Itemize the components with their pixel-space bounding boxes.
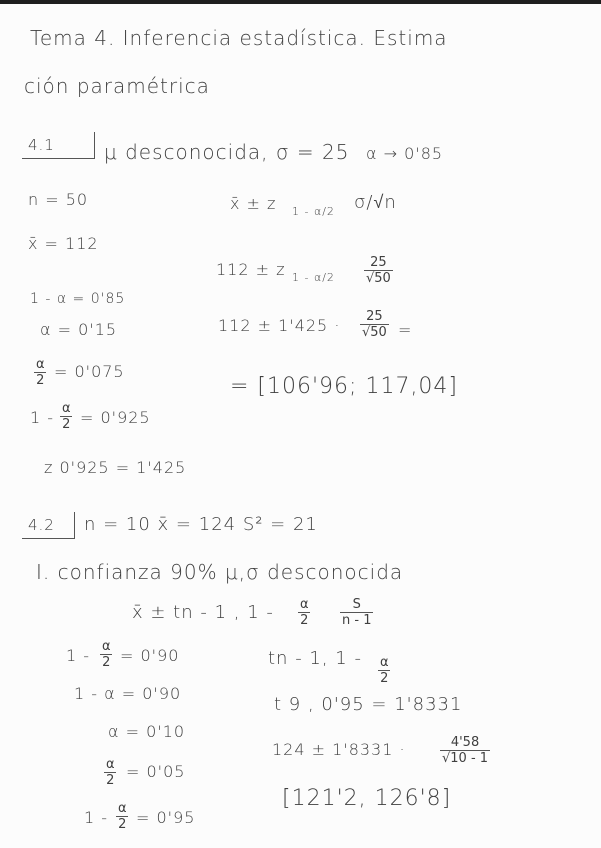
- ex42-one-minus-alpha: 1 - α = 0'90: [74, 684, 182, 703]
- ex42-t-sub: tn - 1, 1 -: [268, 648, 362, 669]
- exercise-4-1-box: [22, 132, 95, 159]
- ex42-f-num: α: [300, 597, 309, 612]
- ex42-omh2-num: α: [118, 801, 127, 816]
- ex42-calc: 124 ± 1'8331 ·: [272, 740, 406, 759]
- scan-top-edge: [0, 0, 601, 4]
- ex41-n: n = 50: [28, 190, 89, 209]
- exercise-4-2-label: 4.2: [28, 516, 55, 534]
- ex41-formula-post: σ/√n: [354, 192, 397, 213]
- ex41-step2-den: √50: [362, 324, 387, 340]
- ex41-alpha: α = 0'15: [40, 320, 118, 339]
- ex42-formula-alpha-half: [298, 598, 311, 627]
- ex42-omh-pre: 1 -: [66, 646, 91, 665]
- ex41-step2-fraction: [360, 310, 389, 339]
- ex42-alpha-half: [104, 758, 117, 787]
- ex42-calc-num: 4'58: [450, 735, 480, 750]
- ex42-ts-num: α: [380, 655, 389, 670]
- title-line-1: Tema 4. Inferencia estadística. Estima: [30, 26, 448, 50]
- ex42-ts-den: 2: [380, 670, 389, 686]
- ex41-formula-sub: 1 - α/2: [292, 205, 335, 218]
- ex42-formula-num: S: [352, 597, 361, 612]
- ex41-step1-sub: 1 - α/2: [292, 271, 335, 284]
- ex41-z-value: z 0'925 = 1'425: [44, 458, 187, 477]
- ex42-t-sub-frac: [378, 656, 391, 685]
- ex41-alpha-half-val: = 0'075: [54, 362, 125, 381]
- ex41-alpha-half-den: 2: [36, 372, 45, 388]
- ex42-ah-num: α: [106, 757, 115, 772]
- ex41-xbar: x̄ = 112: [28, 234, 99, 253]
- ex41-alpha-half-num: α: [36, 357, 45, 372]
- ex41-alpha-half: [34, 358, 47, 387]
- ex41-omh-den: 2: [62, 416, 71, 432]
- ex42-confidence: I. confianza 90% μ,σ desconocida: [36, 560, 404, 584]
- ex42-omh2-den: 2: [118, 816, 127, 832]
- ex42-t9: t 9 , 0'95 = 1'8331: [274, 694, 463, 715]
- ex41-one-minus-half-frac: [60, 402, 73, 431]
- ex42-omh-val: = 0'90: [120, 646, 180, 665]
- ex42-omh2-frac: [116, 802, 129, 831]
- ex41-step1-num: 25: [370, 255, 387, 270]
- ex42-ah-den: 2: [106, 772, 115, 788]
- ex41-step1-fraction: [364, 256, 393, 285]
- ex42-omh2-pre: 1 -: [84, 808, 109, 827]
- exercise-4-1-label: 4.1: [28, 136, 55, 154]
- ex41-one-minus-half-val: = 0'925: [80, 408, 151, 427]
- ex41-step2-eq: =: [398, 320, 413, 339]
- ex42-result: [121'2, 126'8]: [282, 786, 452, 811]
- ex41-step2-num: 25: [366, 309, 383, 324]
- ex42-omh2-val: = 0'95: [136, 808, 196, 827]
- ex41-step2: 112 ± 1'425 ·: [218, 316, 341, 335]
- ex41-step1-den: √50: [366, 270, 391, 286]
- ex42-calc-den: √10 - 1: [442, 750, 489, 766]
- ex41-one-minus-alpha: 1 - α = 0'85: [30, 291, 126, 307]
- ex41-formula-pre: x̄ ± z: [230, 194, 277, 213]
- ex42-formula-den: n - 1: [342, 612, 372, 628]
- ex41-step1-pre: 112 ± z: [216, 260, 286, 279]
- ex41-result: = [106'96; 117,04]: [230, 374, 459, 399]
- ex42-omh-den: 2: [102, 654, 111, 670]
- ex42-given: n = 10 x̄ = 124 S² = 21: [84, 514, 318, 535]
- title-line-2: ción paramétrica: [24, 74, 210, 98]
- ex42-formula-fraction: [340, 598, 373, 627]
- ex42-formula-pre: x̄ ± tn - 1 , 1 -: [132, 602, 274, 623]
- ex41-given: μ desconocida, σ = 25: [104, 140, 350, 164]
- ex42-f-den: 2: [300, 612, 309, 628]
- ex42-omh-num: α: [102, 639, 111, 654]
- ex42-alpha: α = 0'10: [108, 722, 186, 741]
- ex42-calc-fraction: [440, 736, 490, 765]
- ex42-alpha-half-val: = 0'05: [126, 762, 186, 781]
- ex41-alpha-note: α → 0'85: [366, 144, 444, 163]
- exercise-4-2-box: [22, 512, 75, 539]
- ex42-omh-frac: [100, 640, 113, 669]
- ex41-omh-num: α: [62, 401, 71, 416]
- ex41-one-minus-half-pre: 1 -: [30, 408, 55, 427]
